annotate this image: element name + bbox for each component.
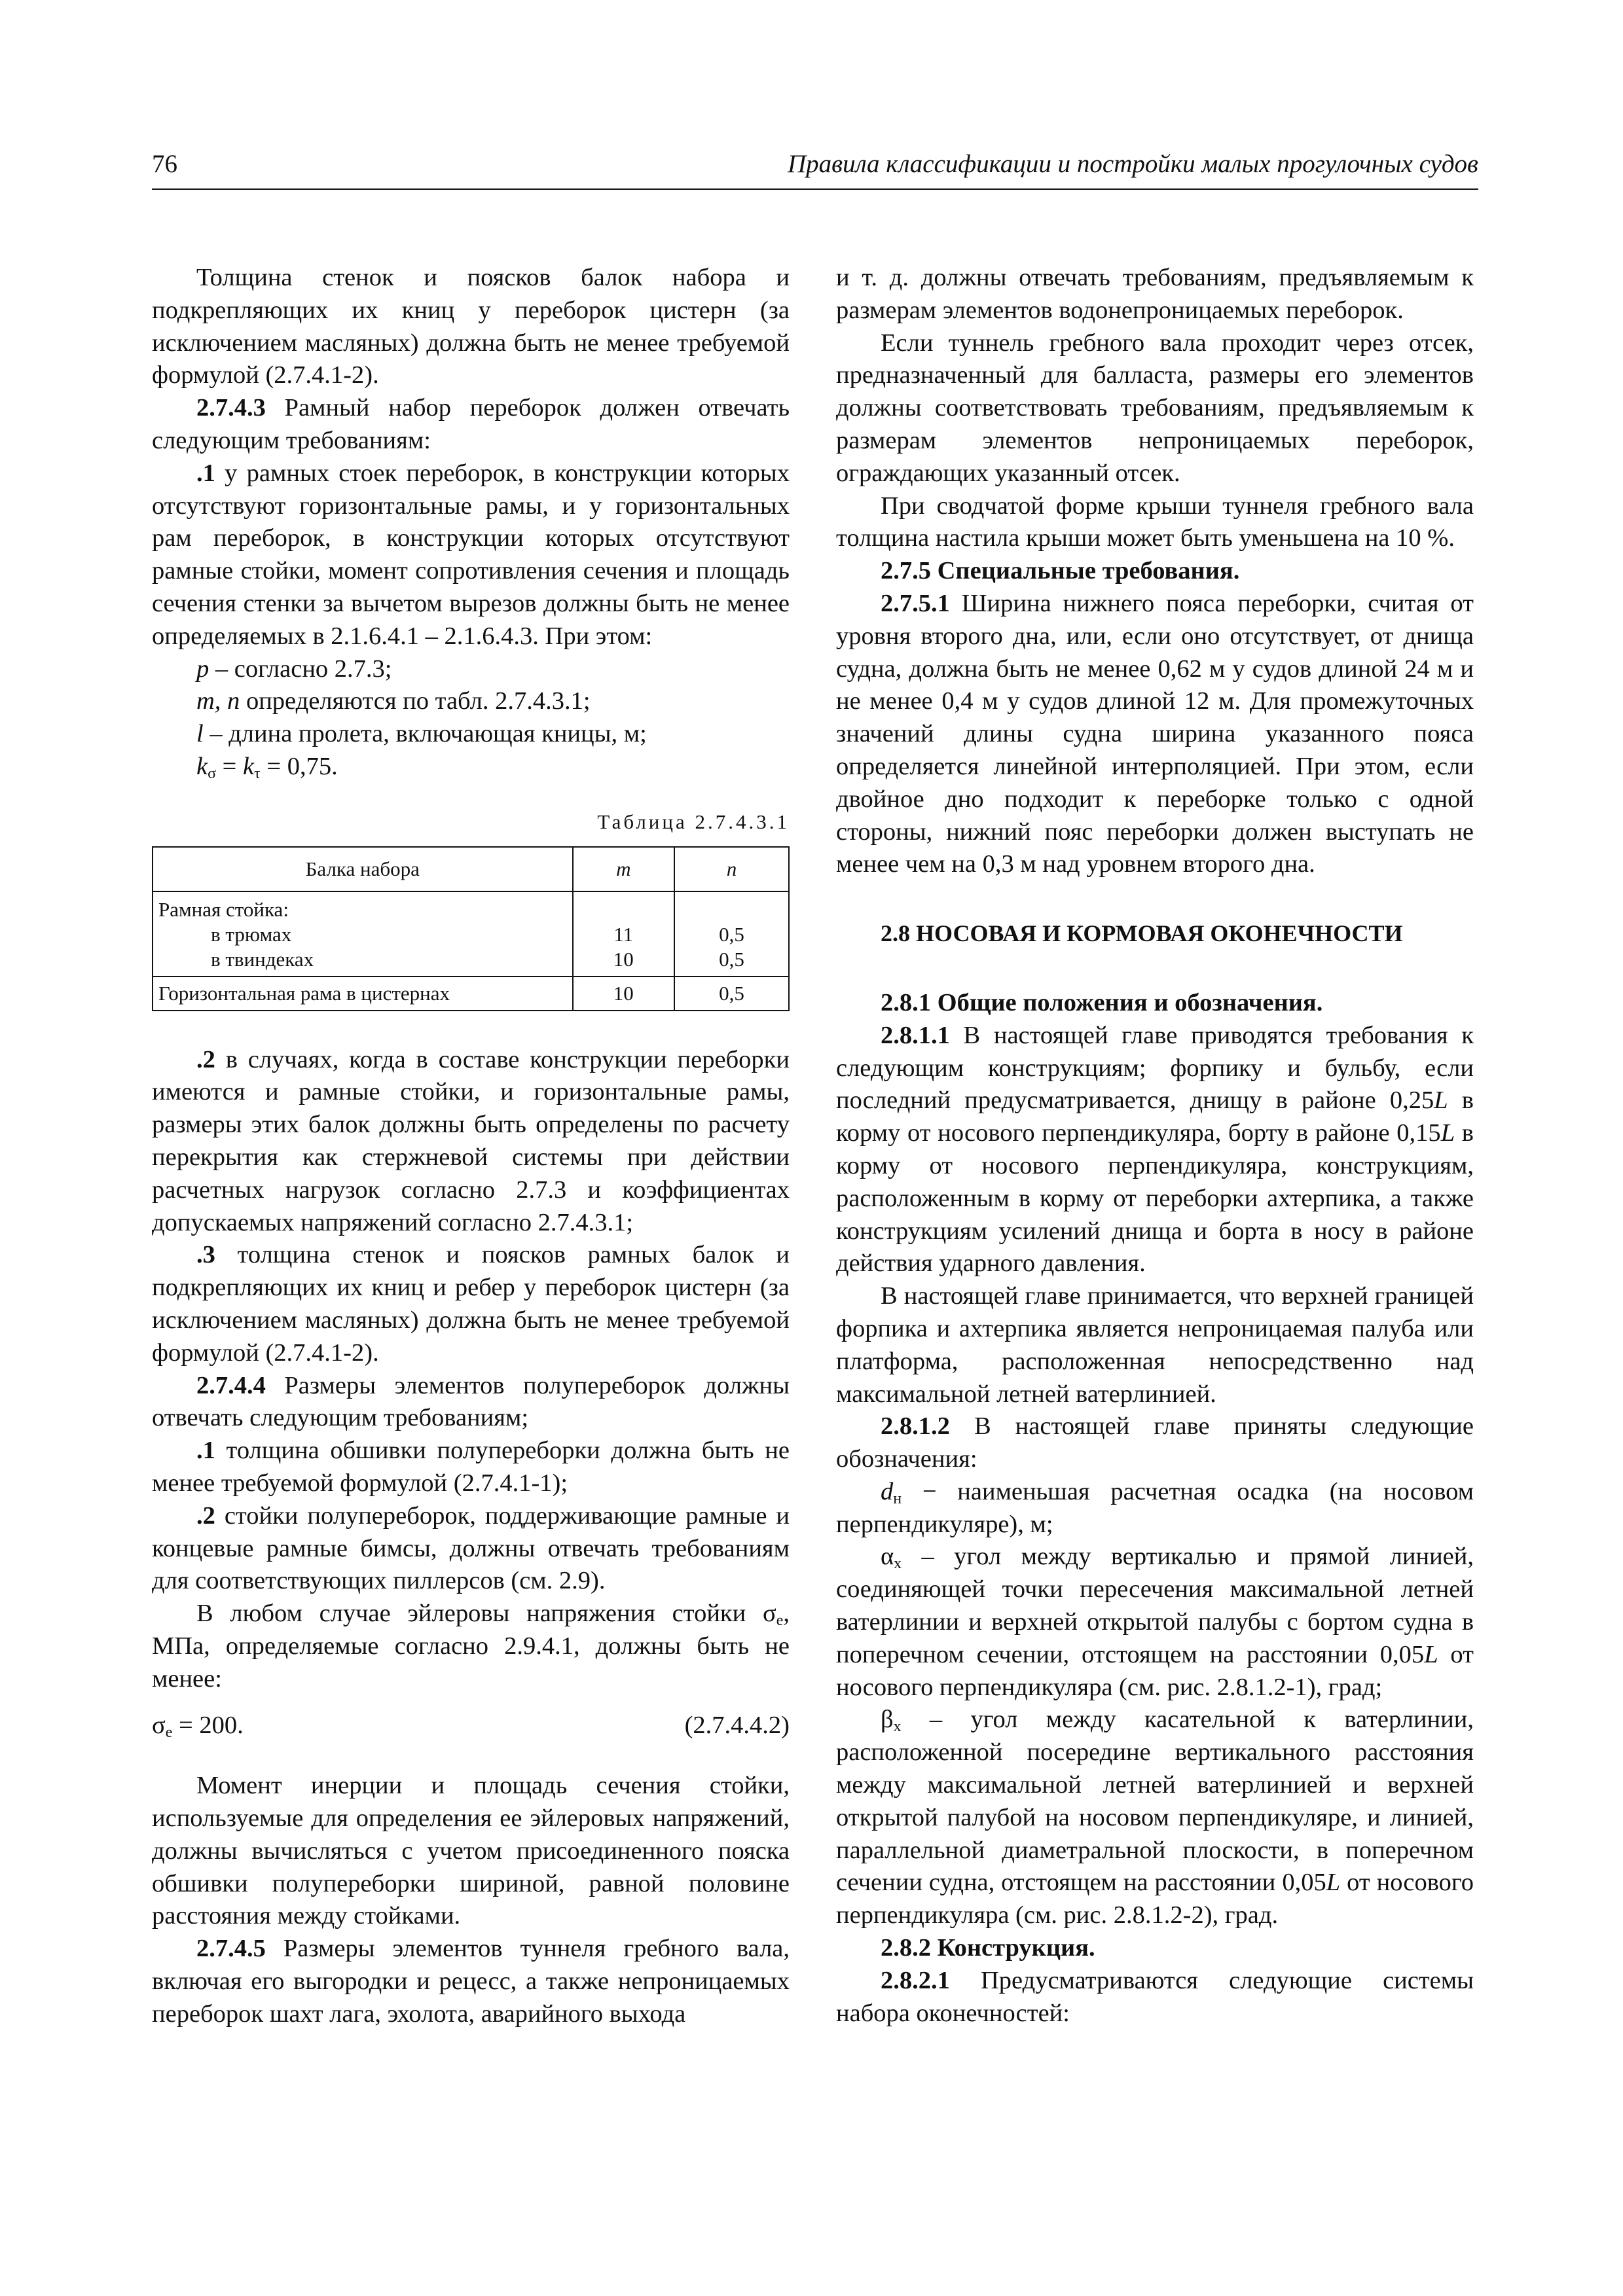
clause-number: .2 — [196, 1501, 215, 1530]
subheading: 2.7.5 Специальные требования. — [881, 557, 1240, 585]
definition: $\beta_x$ – угол между касательной к ватерлинии, расположенной посередине вертикального расстояния между максимальной летней ватерлинией и верхней открытой палубой на носовом перпендикуляре, и линией, параллельной диаметральной плоскости, в поперечном сечении судна, отстоящем на расстоянии 0,05L от носового перпендикуляра (см. рис. 2.8.1.2-2), град. — [836, 1706, 1474, 1929]
clause-number: 2.8.2.1 — [881, 1966, 950, 1994]
paragraph: Момент инерции и площадь сечения стойки, используемые для определения ее эйлеровых напряжений, должны вычисляться с учетом присоединенного пояска обшивки полупереборки шириной, равной половине расстояния между стойками. — [152, 1772, 790, 1930]
clause-number: .3 — [196, 1241, 215, 1269]
paragraph: .2 в случаях, когда в составе конструкции переборки имеются и рамные стойки, и горизонтальные рамы, размеры этих балок должны быть определены по расчету перекрытия как стержневой системы при действии расчетных нагрузок согласно 2.7.3 и коэффициентах допускаемых напряжений согласно 2.7.4.3.1; — [152, 1045, 790, 1236]
paragraph: Толщина стенок и поясков балок набора и подкрепляющих их книц у переборок цистерн (за исключением масляных) должна быть не менее требуемой формулой (2.7.4.1-2). — [152, 264, 790, 389]
paragraph: 2.8.2.1 Предусматриваются следующие системы набора оконечностей: — [836, 1966, 1474, 2027]
subheading: 2.8.2 Конструкция. — [881, 1934, 1095, 1962]
clause-number: 2.7.4.5 — [196, 1935, 266, 1963]
clause-number: .2 — [196, 1045, 215, 1073]
clause-number: .1 — [196, 459, 215, 487]
paragraph: и т. д. должны отвечать требованиям, предъявляемым к размерам элементов водонепроницаемых переборок. — [836, 264, 1474, 324]
definition: $k_\sigma = k_\tau = 0,75$. — [196, 752, 338, 782]
paragraph: .3 толщина стенок и поясков рамных балок и подкрепляющих их книц и ребер у переборок цистерн (за исключением масляных) должна быть не менее требуемой формулой (2.7.4.1-2). — [152, 1241, 790, 1367]
clause-number: 2.8.1.1 — [881, 1021, 950, 1049]
paragraph: .1 у рамных стоек переборок, в конструкции которых отсутствуют горизонтальные рамы, и у горизонтальных рам переборок, в конструкции которых отсутствуют рамные стойки, момент сопротивления сечения и площадь сечения стенки за вычетом вырезов должны быть не менее определяемых в 2.1.6.4.1 – 2.1.6.4.3. При этом: — [152, 459, 790, 650]
paragraph: 2.7.4.3 Рамный набор переборок должен отвечать следующим требованиям: — [152, 394, 790, 454]
definition: p – согласно 2.7.3; — [196, 655, 392, 683]
table-header: Балка набора — [153, 847, 573, 891]
table-row: Горизонтальная рама в цистернах 10 0,5 — [153, 977, 789, 1011]
paragraph: 2.8.1.1 В настоящей главе приводятся требования к следующим конструкциям; форпику и бульбу, если последний предусматривается, днищу в районе 0,25L в корму от носового перпендикуляра, борту в районе 0,15L в корму от носового перпендикуляра, конструкциям, расположенным в корму от переборки ахтерпика, а также конструкциям усилений днища и борта в носу в районе действия ударного давления. — [836, 1021, 1474, 1278]
right-column — [836, 262, 1474, 2030]
page-number: 76 — [152, 150, 177, 178]
table-header: n — [674, 847, 789, 891]
table-header: m — [573, 847, 675, 891]
page-header — [152, 149, 1478, 190]
paragraph: 2.7.5.1 Ширина нижнего пояса переборки, считая от уровня второго дна, или, если оно отсутствует, от днища судна, должна быть не менее 0,62 м у судов длиной 24 м и не менее 0,4 м у судов длиной 12 м. Для промежуточных значений длины судна ширина указанного пояса определяется линейной интерполяцией. При этом, если двойное дно подходит к переборке только с одной стороны, нижний пояс переборки должен выступать не менее чем на 0,3 м над уровнем второго дна. — [836, 589, 1474, 878]
table-row: Рамная стойка: в трюмах в твиндеках 11 10 0,5 0,5 — [153, 891, 789, 977]
clause-number: 2.7.4.3 — [196, 394, 266, 422]
clause-number: .1 — [196, 1437, 215, 1465]
definition: $\alpha_x$ – угол между вертикалью и прямой линией, соединяющей точки пересечения максимальной летней ватерлинии и верхней открытой палубы с бортом судна в поперечном сечении, отстоящем на расстоянии 0,05L от носового перпендикуляра (см. рис. 2.8.1.2-1), град; — [836, 1543, 1474, 1701]
clause-number: 2.7.5.1 — [881, 589, 950, 617]
frame-table — [152, 846, 790, 1011]
paragraph: 2.7.4.5 Размеры элементов туннеля гребного вала, включая его выгородки и рецесс, а также непроницаемых переборок шахт лага, эхолота, аварийного выхода — [152, 1935, 790, 2028]
subheading: 2.8.1 Общие положения и обозначения. — [881, 988, 1323, 1016]
section-heading: 2.8 НОСОВАЯ И КОРМОВАЯ ОКОНЕЧНОСТИ — [881, 920, 1403, 947]
definition: $d_н$ − наименьшая расчетная осадка (на носовом перпендикуляре), м; — [836, 1477, 1474, 1538]
formula-number: (2.7.4.4.2) — [684, 1712, 790, 1740]
paragraph: В настоящей главе принимается, что верхней границей форпика и ахтерпика является непроницаемая палуба или платформа, расположенная непосредственно над максимальной летней ватерлинией. — [836, 1282, 1474, 1408]
formula: $\sigma_e = 200$. (2.7.4.4.2) — [152, 1710, 790, 1742]
paragraph: Если туннель гребного вала проходит через отсек, предназначенный для балласта, размеры его элементов должны соответствовать требованиям, предъявляемым к размерам элементов непроницаемых переборок, ограждающих указанный отсек. — [836, 329, 1474, 487]
paragraph: В любом случае эйлеровы напряжения стойки $\sigma_e$, МПа, определяемые согласно 2.9.4.1, должны быть не менее: — [152, 1600, 790, 1693]
table-caption: Таблица 2.7.4.3.1 — [597, 810, 790, 833]
paragraph: 2.7.4.4 Размеры элементов полупереборок должны отвечать следующим требованиям; — [152, 1371, 790, 1432]
clause-number: 2.7.4.4 — [196, 1371, 266, 1399]
definition: m, n определяются по табл. 2.7.4.3.1; — [196, 687, 591, 715]
left-column — [152, 262, 790, 2031]
paragraph: 2.8.1.2 В настоящей главе приняты следующие обозначения: — [836, 1412, 1474, 1473]
paragraph: .2 стойки полупереборок, поддерживающие рамные и концевые рамные бимсы, должны отвечать требованиям для соответствующих пиллерсов (см. 2.9). — [152, 1501, 790, 1595]
definition: l – длина пролета, включающая кницы, м; — [196, 720, 647, 748]
running-title: Правила классификации и постройки малых прогулочных судов — [787, 150, 1478, 178]
paragraph: При сводчатой форме крыши туннеля гребного вала толщина настила крыши может быть уменьшена на 10 %. — [836, 492, 1474, 552]
clause-number: 2.8.1.2 — [881, 1412, 950, 1441]
paragraph: .1 толщина обшивки полупереборки должна быть не менее требуемой формулой (2.7.4.1-1); — [152, 1437, 790, 1497]
